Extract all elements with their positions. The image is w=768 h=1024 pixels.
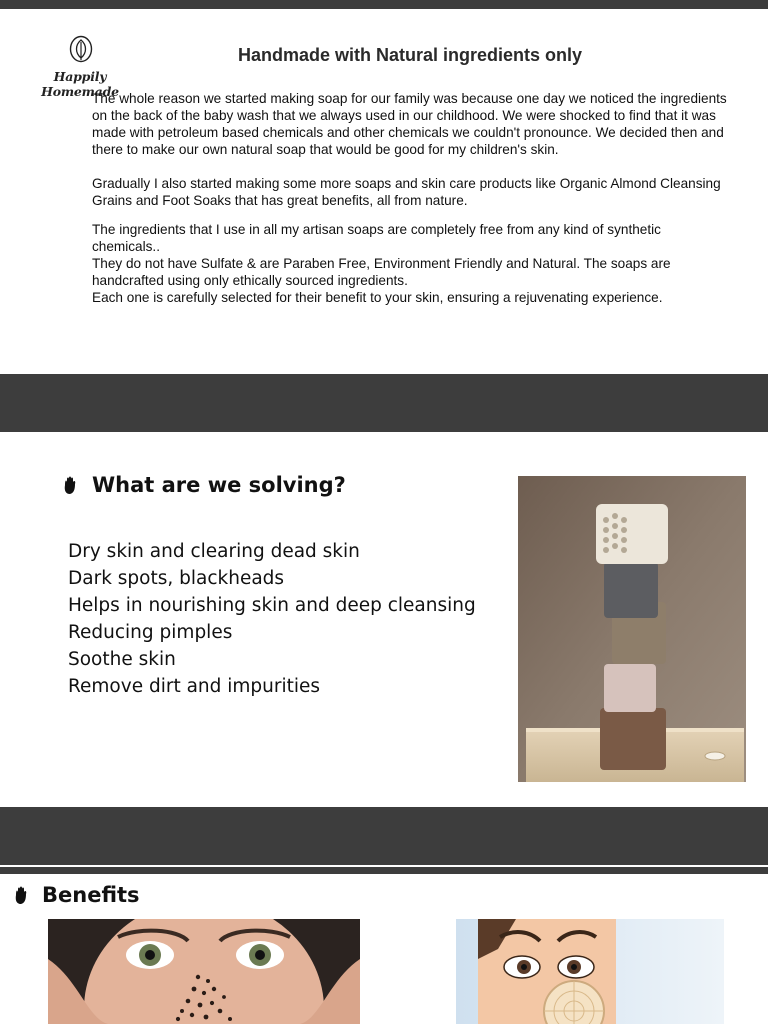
slide-title: Handmade with Natural ingredients only: [237, 45, 583, 65]
top-separator-bar: [0, 0, 768, 9]
list-item: Dark spots, blackheads: [68, 568, 285, 589]
leaf-icon: [68, 35, 94, 63]
hand-icon: [61, 476, 79, 496]
hand-icon: [12, 886, 30, 906]
skin-illustration-image: [456, 919, 724, 1024]
story-paragraph: The whole reason we started making soap for our family was because one day we noticed the ingredients on the back of the baby wash that we always used in our childhood. We were shocked to find that it was made with petroleum based chemicals and other chemicals we couldn't pronounce. We decided then and there to make our own natural soap that would be good for my children's skin.: [92, 91, 727, 157]
list-item: Helps in nourishing skin and deep cleansing: [68, 595, 476, 616]
story-paragraph: Each one is carefully selected for their benefit to your skin, ensuring a rejuvenating experience.: [92, 290, 663, 305]
story-text: [92, 90, 732, 306]
blackhead-face-image: [48, 919, 360, 1024]
story-paragraph: Gradually I also started making some more soaps and skin care products like Organic Almond Cleansing Grains and Foot Soaks that has great benefits, all from nature.: [92, 176, 721, 208]
list-item: Remove dirt and impurities: [68, 676, 321, 697]
slide-separator-bar: [0, 807, 768, 865]
list-item: Dry skin and clearing dead skin: [68, 541, 360, 562]
story-paragraph: The ingredients that I use in all my artisan soaps are completely free from any kind of synthetic chemicals..: [92, 222, 661, 254]
section-heading: What are we solving?: [92, 473, 346, 497]
slide-separator-bar: [0, 374, 768, 432]
problem-list: [68, 538, 498, 700]
slide-benefits: [0, 874, 768, 1024]
brand-name: Happily Homemade: [41, 69, 119, 99]
slide-problems: [0, 432, 768, 807]
slide-separator-bar: [0, 867, 768, 874]
brand-logo: [22, 31, 138, 99]
list-item: Soothe skin: [68, 649, 176, 670]
story-paragraph: They do not have Sulfate & are Paraben Free, Environment Friendly and Natural. The soaps are handcrafted using only ethically sourced ingredients.: [92, 256, 671, 288]
list-item: Reducing pimples: [68, 622, 233, 643]
section-heading: Benefits: [42, 883, 140, 907]
soap-stack-image: [518, 476, 746, 782]
slide-intro: [0, 9, 768, 374]
